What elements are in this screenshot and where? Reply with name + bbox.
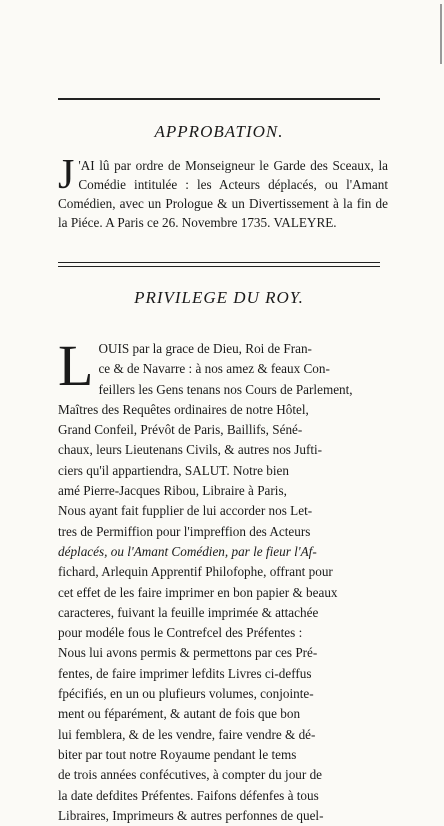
privilege-line: ciers qu'il appartiendra, SALUT. Notre bien [58,462,290,478]
privilege-heading: PRIVILEGE DU ROY. [134,288,304,307]
approbation-dropcap: J [58,152,75,198]
privilege-line: Grand Confeil, Prévôt de Paris, Baillifs, Séné- [58,422,303,438]
approbation-heading: APPROBATION. [154,122,284,141]
privilege-line: caracteres, fuivant la feuille imprimée & attachée [58,604,319,620]
privilege-line: amé Pierre-Jacques Ribou, Libraire à Paris, [58,483,287,499]
privilege-line: tres de Permiffion pour l'impreffion des Acteurs [58,523,311,539]
privilege-line: ment ou féparément, & autant de fois que bon [58,706,301,722]
privilege-line: fichard, Arlequin Apprentif Philofophe, offrant pour [58,564,333,580]
privilege-line: cet effet de les faire imprimer en bon papier & beaux [58,584,338,600]
approbation-text [58,152,388,232]
privilege-line: lui femblera, & de les vendre, faire vendre & dé- [58,726,316,742]
privilege-line: Nous ayant fait fupplier de lui accorder nos Let- [58,503,313,519]
privilege-line: déplacés, ou l'Amant Comédien, par le fieur l'Af- [58,543,317,559]
privilege-line: feillers les Gens tenans nos Cours de Parlement, [98,381,353,397]
middle-rule [58,262,380,263]
top-rule [58,98,380,100]
privilege-line: fpécifiés, en un ou plufieurs volumes, conjointe- [58,686,314,702]
privilege-line: Nous lui avons permis & permettons par ces Pré- [58,645,318,661]
privilege-line: chaux, leurs Lieutenans Civils, & autres nos Jufti- [58,442,323,458]
privilege-line: fentes, de faire imprimer lefdits Livres ci-deffus [58,665,312,681]
approbation-body: 'AI lû par ordre de Monseigneur le Garde des Sceaux, la Comédie intitulée : les Acteurs déplacés, ou l'Amant Comédien, avec un Prologue & un Divertissement à la fin de la Piéce. A Paris ce 26. Novembre 1735. VALEYRE. [58,158,388,230]
privilege-line: de trois années confécutives, à compter du jour de [58,767,323,783]
privilege-line: la date defdites Préfentes. Faifons défenfes à tous [58,787,319,803]
privilege-line: Maîtres des Requêtes ordinaires de notre Hôtel, [58,401,309,417]
privilege-line: pour modéle fous le Contrefcel des Préfentes : [58,625,303,641]
privilege-line: Libraires, Imprimeurs & autres perfonnes de quel- [58,807,324,823]
privilege-dropcap: L [58,333,94,398]
privilege-line: OUIS par la grace de Dieu, Roi de Fran- [98,341,312,356]
privilege-text [58,333,388,826]
page-edge-mark [432,4,442,64]
privilege-line: biter par tout notre Royaume pendant le tems [58,746,297,762]
privilege-line: ce & de Navarre : à nos amez & feaux Con- [98,361,330,377]
